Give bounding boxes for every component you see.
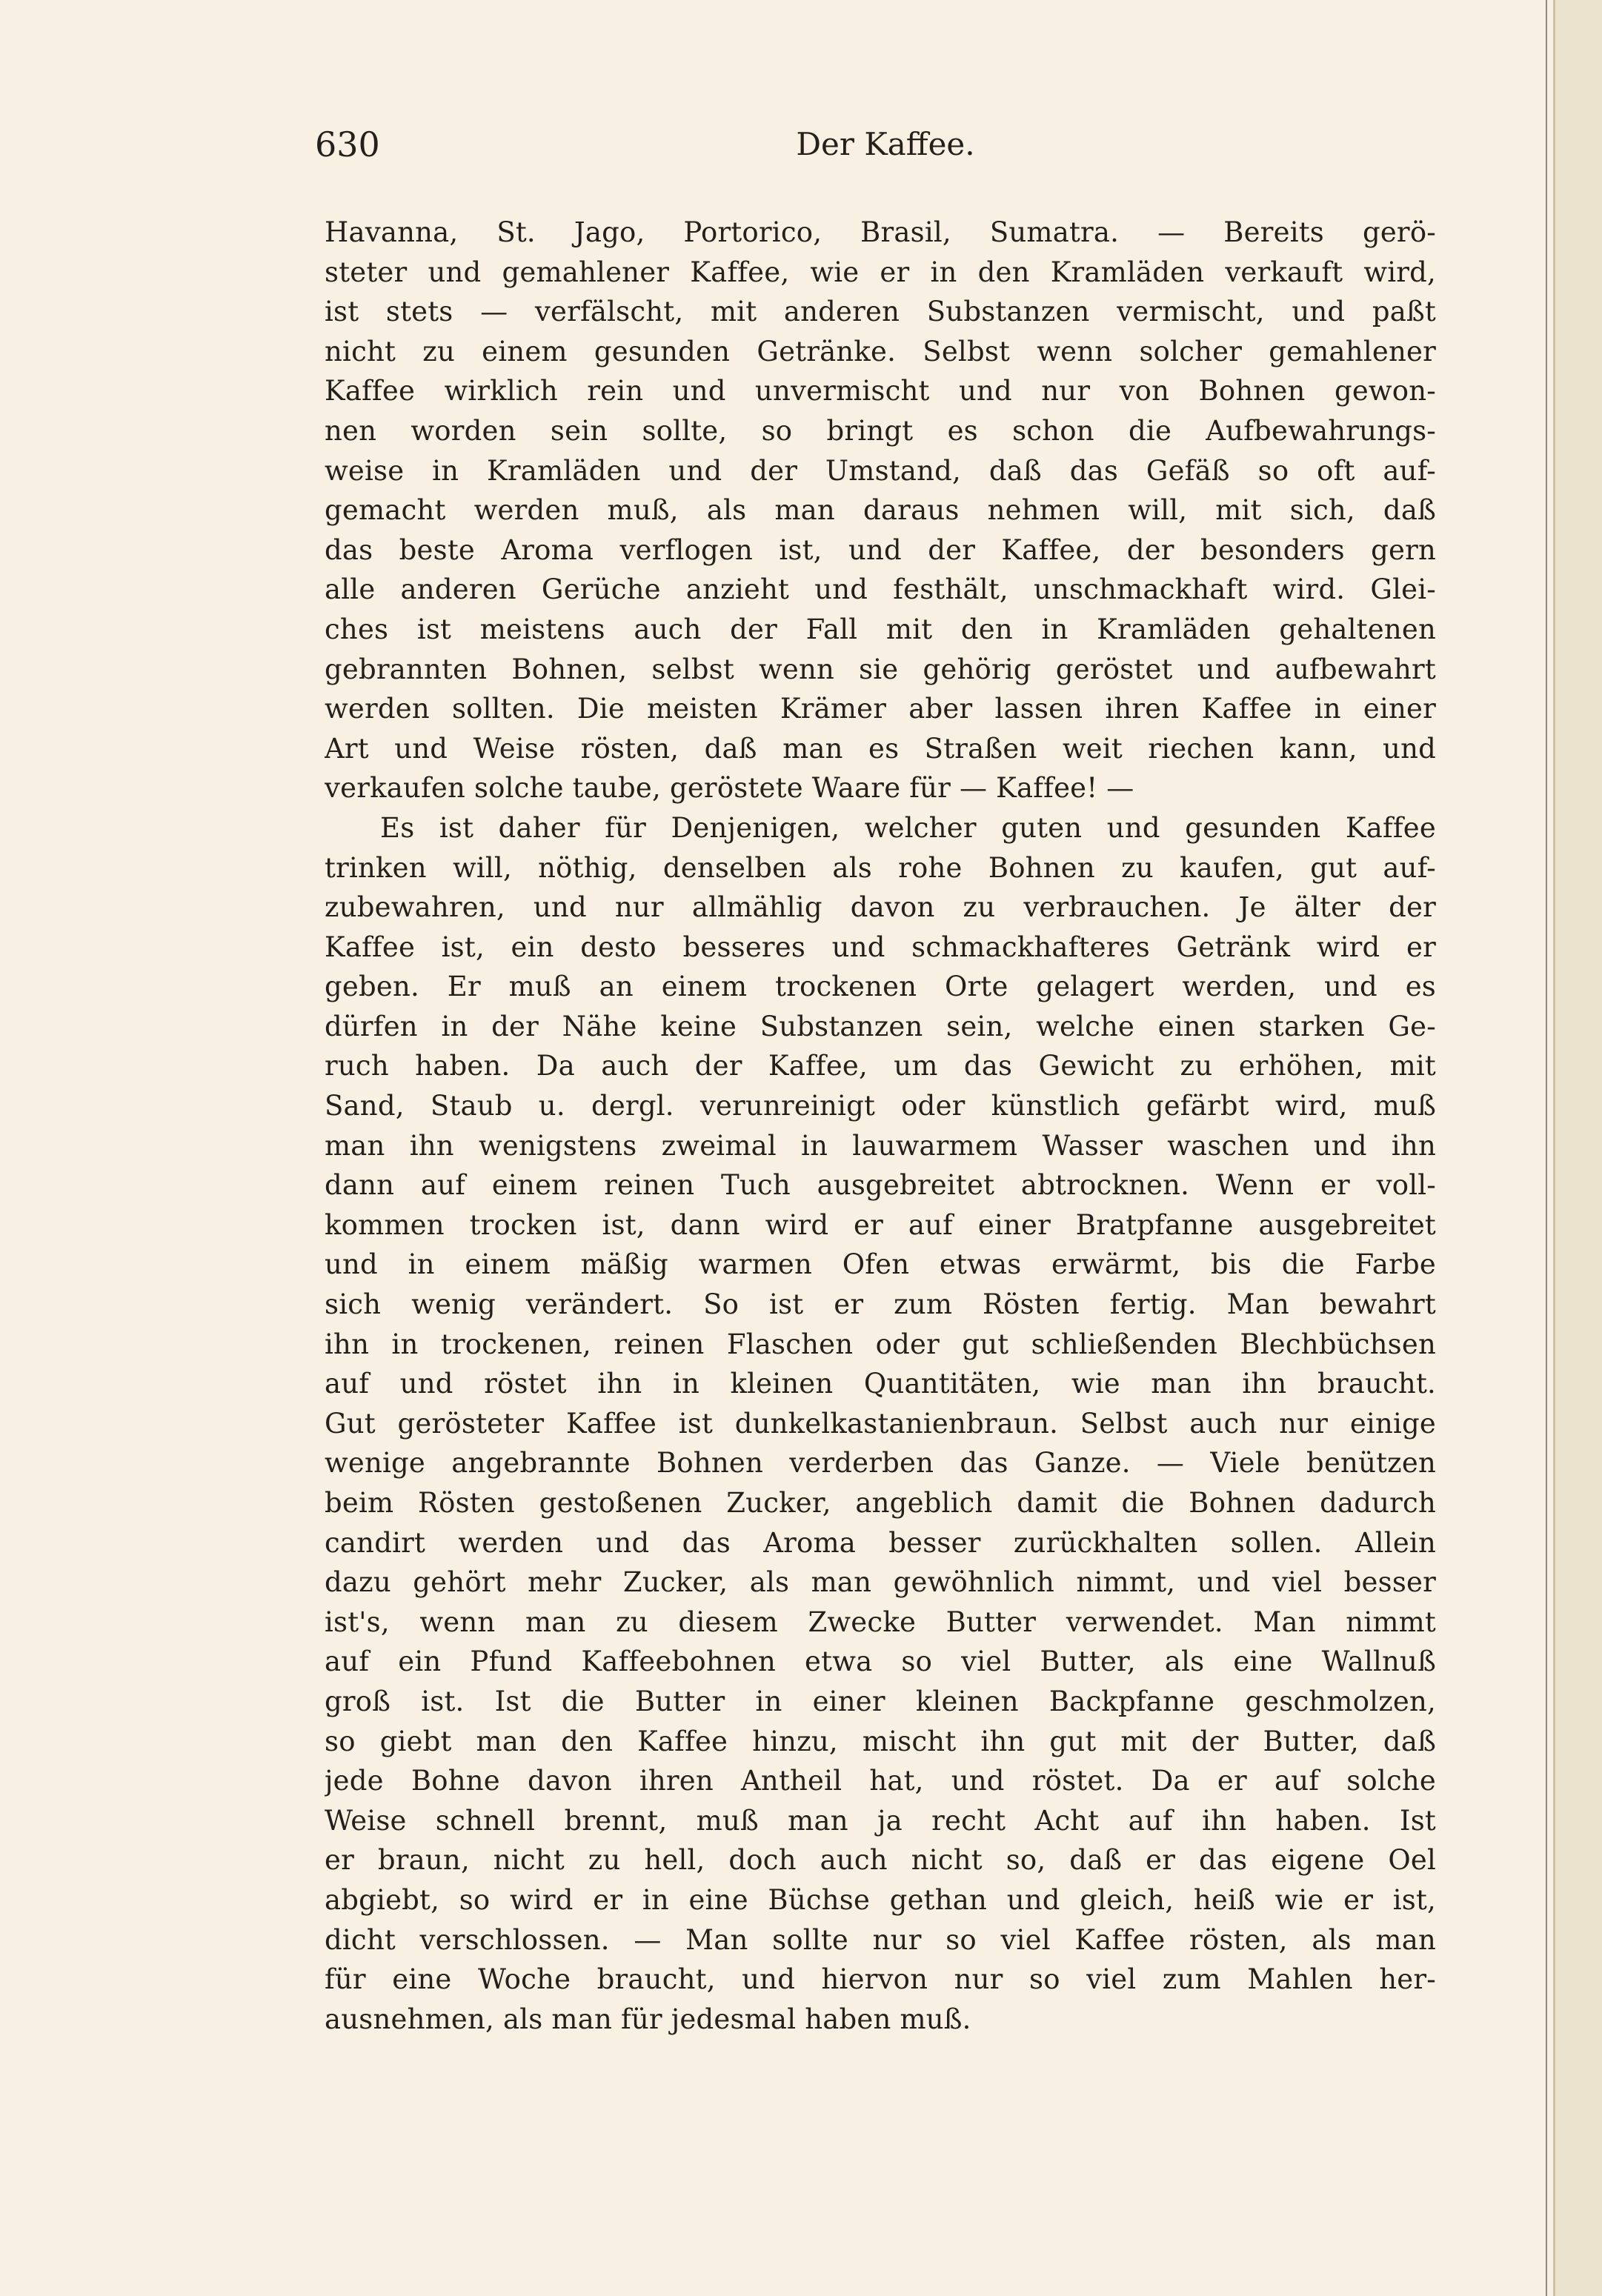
page-edge: [1553, 0, 1602, 2296]
text-line: und in einem mäßig warmen Ofen etwas erwärmt, bis die Farbe: [325, 1248, 1436, 1281]
text-line: kommen trocken ist, dann wird er auf einer Bratpfanne ausgebreitet: [325, 1208, 1436, 1241]
text-line: gebrannten Bohnen, selbst wenn sie gehörig geröstet und aufbewahrt: [325, 653, 1436, 685]
text-line: sich wenig verändert. So ist er zum Rösten fertig. Man bewahrt: [325, 1288, 1436, 1321]
text-line: weise in Kramläden und der Umstand, daß das Gefäß so oft auf-: [325, 454, 1436, 487]
text-line: zubewahren, und nur allmählig davon zu verbrauchen. Je älter der: [325, 891, 1436, 924]
text-line: abgiebt, so wird er in eine Büchse gethan und gleich, heiß wie er ist,: [325, 1883, 1436, 1916]
text-line: werden sollten. Die meisten Krämer aber lassen ihren Kaffee in einer: [325, 693, 1436, 725]
text-line: dicht verschlossen. — Man sollte nur so viel Kaffee rösten, als man: [325, 1923, 1436, 1956]
text-line: so giebt man den Kaffee hinzu, mischt ihn gut mit der Butter, daß: [325, 1725, 1436, 1757]
text-line: Havanna, St. Jago, Portorico, Brasil, Sumatra. — Bereits gerö-: [325, 216, 1436, 248]
text-line: jede Bohne davon ihren Antheil hat, und röstet. Da er auf solche: [325, 1765, 1436, 1797]
text-line: candirt werden und das Aroma besser zurückhalten sollen. Allein: [325, 1526, 1436, 1559]
text-line: für eine Woche braucht, und hiervon nur so viel zum Mahlen her-: [325, 1963, 1436, 1996]
running-title: Der Kaffee.: [796, 126, 975, 162]
body-text: [325, 213, 1436, 2039]
text-line: wenige angebrannte Bohnen verderben das Ganze. — Viele benützen: [325, 1447, 1436, 1480]
text-line: auf und röstet ihn in kleinen Quantitäten, wie man ihn braucht.: [325, 1368, 1436, 1400]
text-line: trinken will, nöthig, denselben als rohe Bohnen zu kaufen, gut auf-: [325, 851, 1436, 884]
text-line: nen worden sein sollte, so bringt es schon die Aufbewahrungs-: [325, 414, 1436, 447]
paragraph-start-line: Es ist daher für Denjenigen, welcher guten und gesunden Kaffee: [380, 811, 1436, 844]
text-line: ches ist meistens auch der Fall mit den in Kramläden gehaltenen: [325, 613, 1436, 645]
text-line: ist stets — verfälscht, mit anderen Substanzen vermischt, und paßt: [325, 296, 1436, 328]
text-line: dann auf einem reinen Tuch ausgebreitet abtrocknen. Wenn er voll-: [325, 1169, 1436, 1202]
text-line: Weise schnell brennt, muß man ja recht Acht auf ihn haben. Ist: [325, 1804, 1436, 1837]
text-line: man ihn wenigstens zweimal in lauwarmem Wasser waschen und ihn: [325, 1129, 1436, 1162]
text-line: geben. Er muß an einem trockenen Orte gelagert werden, und es: [325, 971, 1436, 1003]
text-line: gemacht werden muß, als man daraus nehmen will, mit sich, daß: [325, 494, 1436, 527]
page-header: [315, 122, 1434, 167]
text-line: dürfen in der Nähe keine Substanzen sein, welche einen starken Ge-: [325, 1010, 1436, 1042]
text-line: alle anderen Gerüche anzieht und festhält, unschmackhaft wird. Glei-: [325, 573, 1436, 606]
text-line: er braun, nicht zu hell, doch auch nicht so, daß er das eigene Oel: [325, 1844, 1436, 1877]
text-line: auf ein Pfund Kaffeebohnen etwa so viel Butter, als eine Wallnuß: [325, 1646, 1436, 1678]
text-line: ruch haben. Da auch der Kaffee, um das Gewicht zu erhöhen, mit: [325, 1050, 1436, 1082]
text-line: ausnehmen, als man für jedesmal haben muß.: [325, 2003, 971, 2035]
text-line: Kaffee ist, ein desto besseres und schmackhafteres Getränk wird er: [325, 931, 1436, 963]
text-line: Kaffee wirklich rein und unvermischt und nur von Bohnen gewon-: [325, 375, 1436, 407]
text-line: dazu gehört mehr Zucker, als man gewöhnlich nimmt, und viel besser: [325, 1566, 1436, 1599]
text-line: das beste Aroma verflogen ist, und der Kaffee, der besonders gern: [325, 533, 1436, 566]
text-line: Gut gerösteter Kaffee ist dunkelkastanienbraun. Selbst auch nur einige: [325, 1407, 1436, 1440]
text-line: nicht zu einem gesunden Getränke. Selbst wenn solcher gemahlener: [325, 335, 1436, 367]
text-line: beim Rösten gestoßenen Zucker, angeblich damit die Bohnen dadurch: [325, 1487, 1436, 1519]
text-line: verkaufen solche taube, geröstete Waare für — Kaffee! —: [325, 772, 1134, 805]
text-line: steter und gemahlener Kaffee, wie er in den Kramläden verkauft wird,: [325, 256, 1436, 288]
page-gutter-line: [1546, 0, 1547, 2296]
text-line: Sand, Staub u. dergl. verunreinigt oder künstlich gefärbt wird, muß: [325, 1090, 1436, 1122]
text-line: Art und Weise rösten, daß man es Straßen weit riechen kann, und: [325, 732, 1436, 765]
text-line: ist's, wenn man zu diesem Zwecke Butter verwendet. Man nimmt: [325, 1605, 1436, 1638]
page-number: 630: [315, 124, 380, 164]
text-line: ihn in trockenen, reinen Flaschen oder gut schließenden Blechbüchsen: [325, 1328, 1436, 1360]
text-line: groß ist. Ist die Butter in einer kleinen Backpfanne geschmolzen,: [325, 1685, 1436, 1717]
